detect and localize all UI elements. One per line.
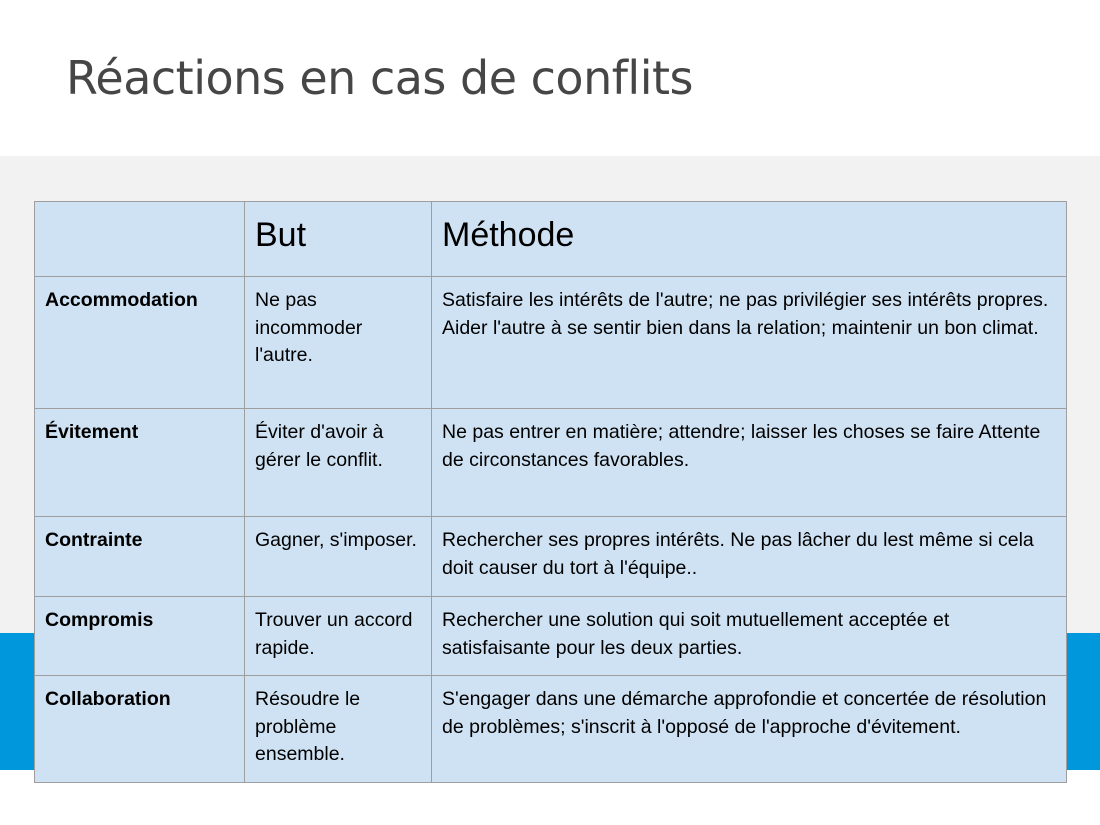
conflict-reactions-table <box>34 201 1067 783</box>
row-label-compromis: Compromis <box>35 597 245 676</box>
cell-but: Trouver un accord rapide. <box>245 597 432 676</box>
cell-methode: Satisfaire les intérêts de l'autre; ne pas privilégier ses intérêts propres. Aider l'autre à se sentir bien dans la relation; maintenir un bon climat. <box>432 277 1067 409</box>
table-row <box>35 676 1067 783</box>
table-row <box>35 597 1067 676</box>
cell-but: Éviter d'avoir à gérer le conflit. <box>245 409 432 517</box>
cell-but: Résoudre le problème ensemble. <box>245 676 432 783</box>
cell-methode: Rechercher une solution qui soit mutuellement acceptée et satisfaisante pour les deux parties. <box>432 597 1067 676</box>
conflict-reactions-table-wrapper <box>34 201 1067 783</box>
row-label-evitement: Évitement <box>35 409 245 517</box>
table-row <box>35 277 1067 409</box>
row-label-accommodation: Accommodation <box>35 277 245 409</box>
table-row <box>35 517 1067 597</box>
row-label-contrainte: Contrainte <box>35 517 245 597</box>
row-label-collaboration: Collaboration <box>35 676 245 783</box>
cell-methode: S'engager dans une démarche approfondie et concertée de résolution de problèmes; s'inscrit à l'opposé de l'approche d'évitement. <box>432 676 1067 783</box>
table-row <box>35 409 1067 517</box>
cell-but: Gagner, s'imposer. <box>245 517 432 597</box>
header-cell-methode: Méthode <box>432 202 1067 277</box>
header-cell-but: But <box>245 202 432 277</box>
cell-methode: Rechercher ses propres intérêts. Ne pas lâcher du lest même si cela doit causer du tort à l'équipe.. <box>432 517 1067 597</box>
table-header-row <box>35 202 1067 277</box>
cell-methode: Ne pas entrer en matière; attendre; laisser les choses se faire Attente de circonstances favorables. <box>432 409 1067 517</box>
header-cell-empty <box>35 202 245 277</box>
slide-title: Réactions en cas de conflits <box>66 51 693 105</box>
cell-but: Ne pas incommoder l'autre. <box>245 277 432 409</box>
